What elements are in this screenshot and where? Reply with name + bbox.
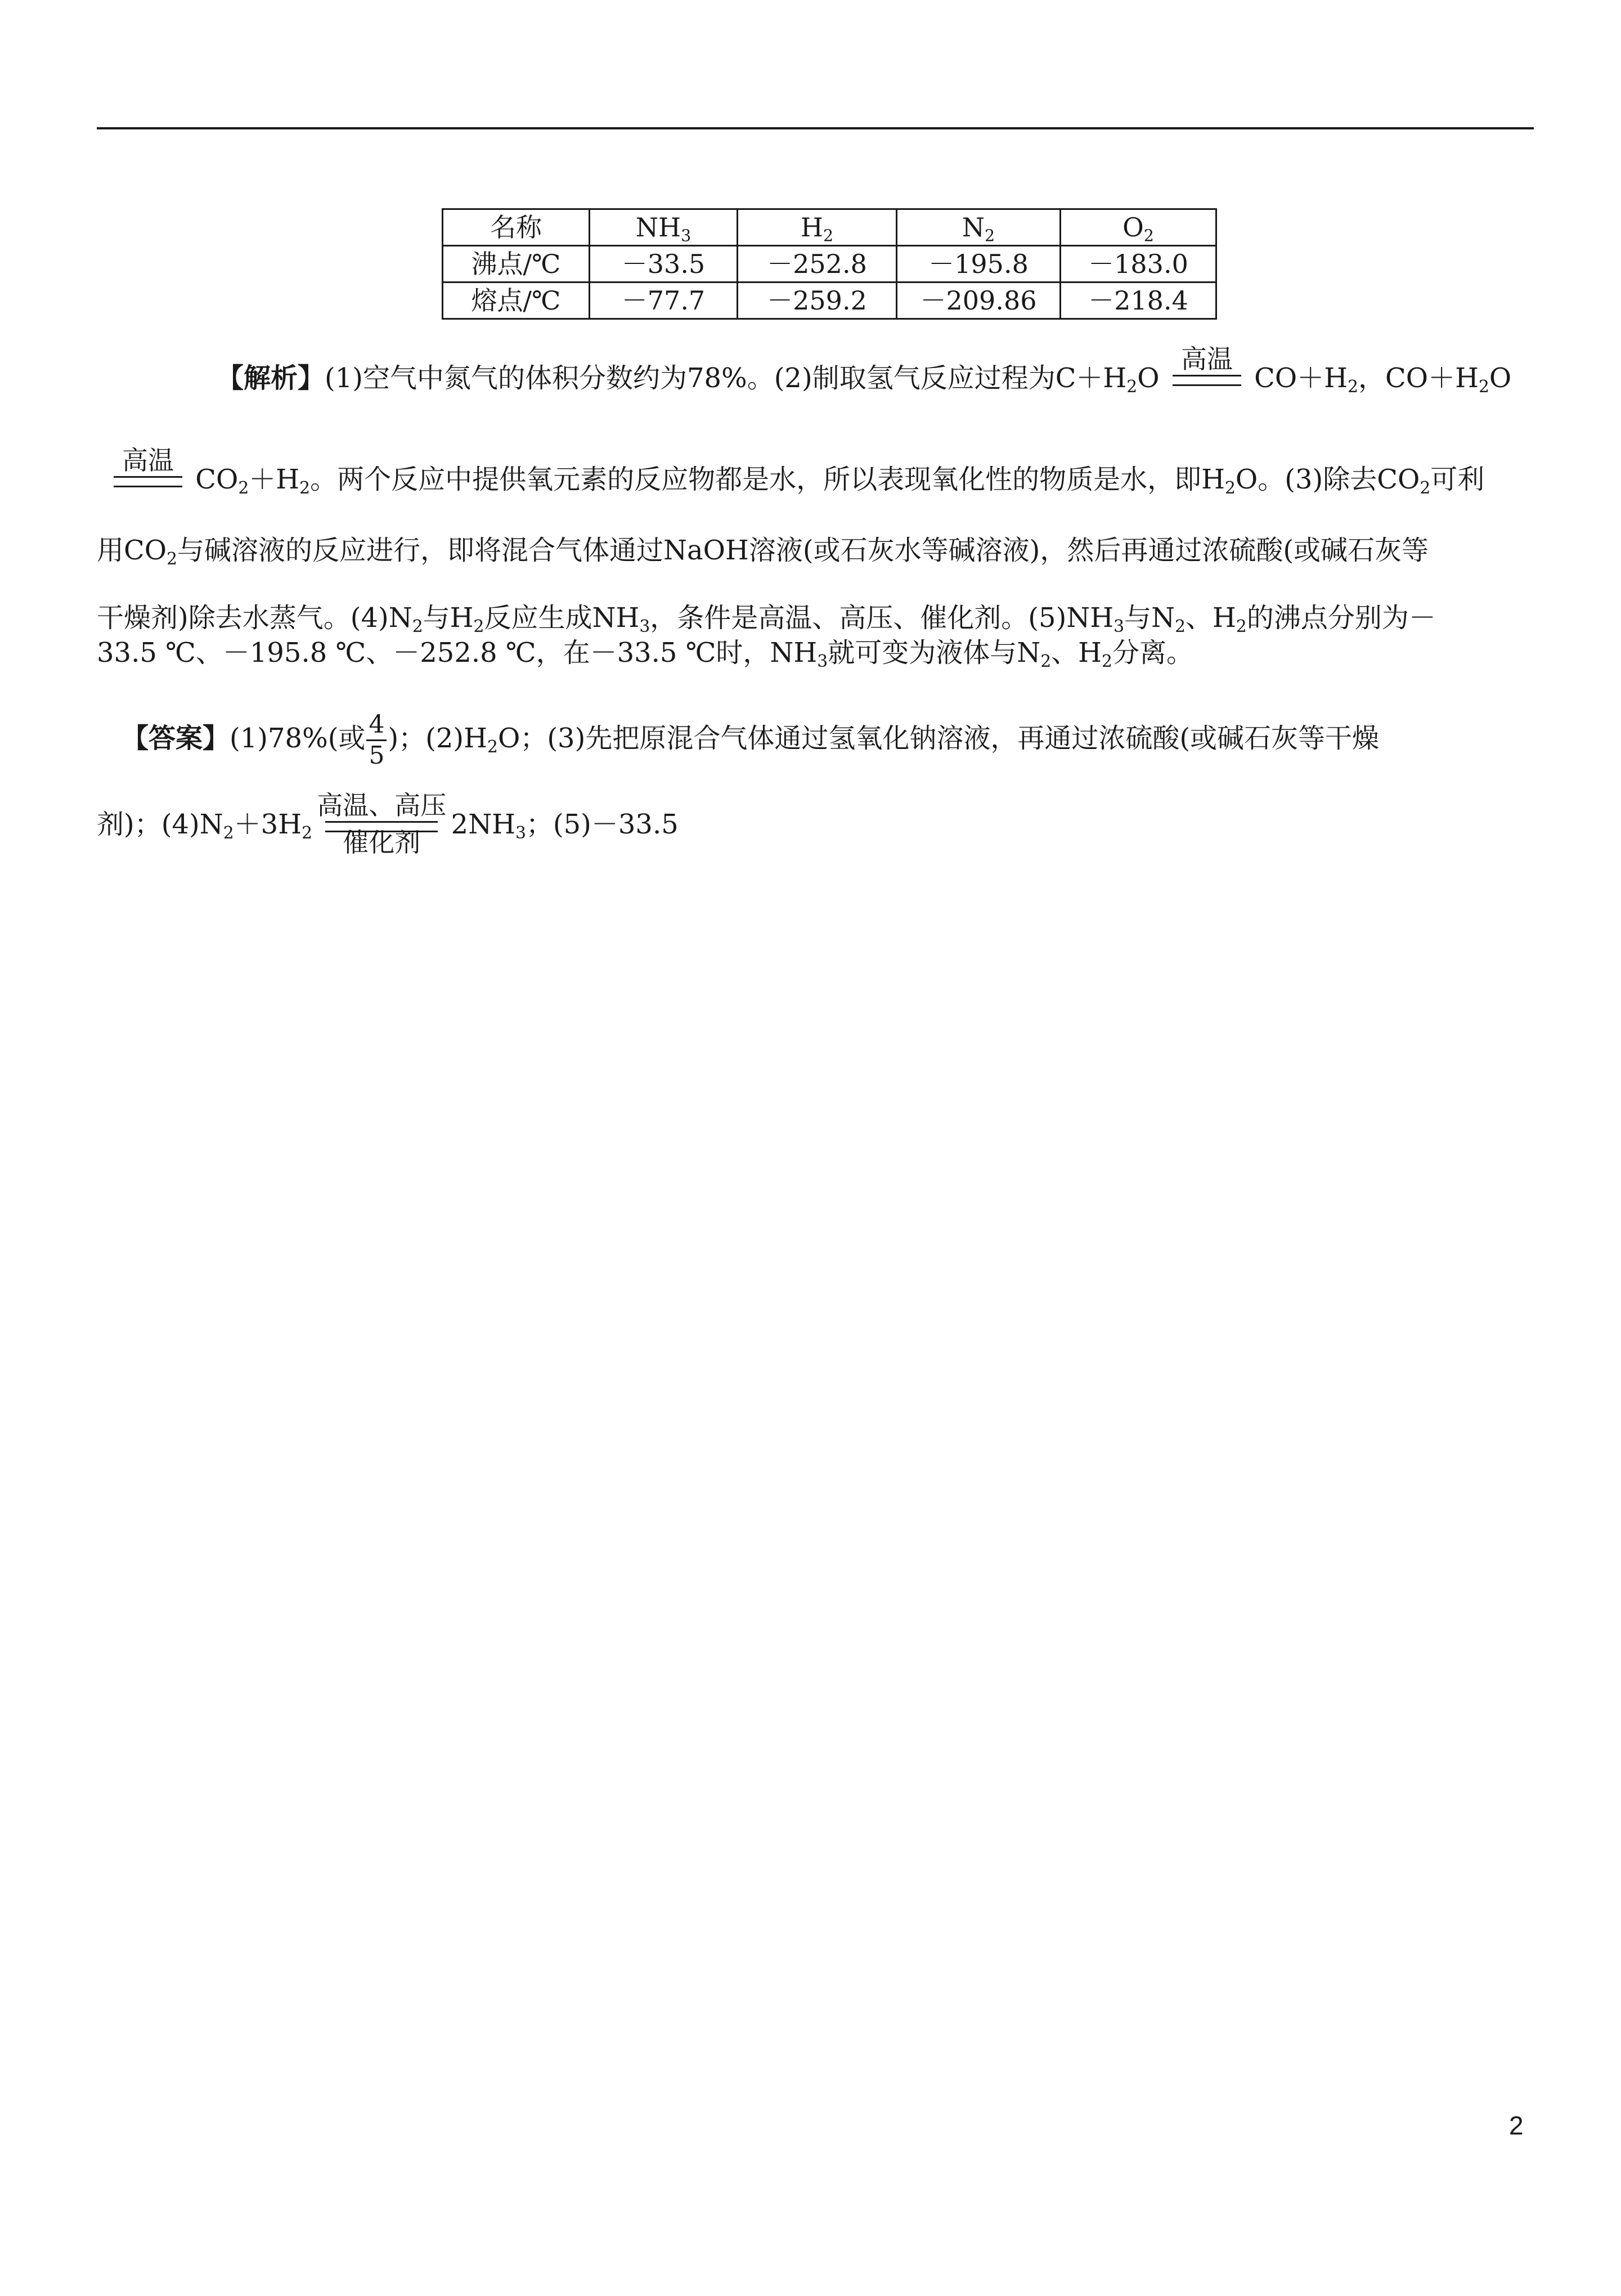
answer-line-2: 剂)；$(4)N_2+3H_2$ 高温、高压 催化剂 $2NH_3$；(5)－33.5 [97, 790, 679, 858]
table-header-o2: $O_2$ [1061, 209, 1216, 246]
table-cell: －77.7 [590, 282, 738, 319]
analysis-line-5: 33.5 ℃、－195.8 ℃、－252.8 ℃，在－33.5 ℃时，$NH_3$就可变为液体与$N_2$、$H_2$分离。 [97, 637, 1193, 671]
table-header-h2: $H_2$ [738, 209, 897, 246]
table-row-label: 熔点/℃ [443, 282, 590, 319]
properties-table [442, 208, 1217, 320]
reaction-condition-arrow: 高温、高压 催化剂 [317, 790, 447, 858]
table-cell: －195.8 [897, 246, 1061, 282]
table-row-label: 沸点/℃ [443, 246, 590, 282]
answer-tag: 【答案】 [122, 723, 230, 754]
table-cell: －252.8 [738, 246, 897, 282]
analysis-line-2: 高温 $CO_2+H_2$。两个反应中提供氧元素的反应物都是水，所以表现氧化性的物质是水，即$H_2O$。(3)除去$CO_2$可利 [97, 463, 1534, 496]
table-row [443, 246, 1216, 282]
header-rule [97, 127, 1534, 129]
reaction-condition-arrow: 高温 [1173, 375, 1241, 386]
table-cell: －209.86 [897, 282, 1061, 319]
fraction: $\frac{4}{5}$ [366, 710, 387, 770]
table-cell: －218.4 [1061, 282, 1216, 319]
page-number: 2 [1509, 2111, 1524, 2140]
analysis-tag: 【解析】 [217, 362, 325, 394]
answer-line-1: 【答案】(1)78%(或 $\frac{4}{5}$ )；$(2)H_2O$；(3)先把原混合气体通过氢氧化钠溶液，再通过浓硫酸(或碱石灰等干燥 [122, 710, 1380, 770]
table-header-name: 名称 [443, 209, 590, 246]
table-row [443, 282, 1216, 319]
analysis-line-4: 干燥剂)除去水蒸气。$(4)N_2$与$H_2$反应生成$NH_3$，条件是高温、高压、催化剂。$(5)NH_3$与$N_2$、$H_2$的沸点分别为－ [97, 602, 1436, 636]
table-cell: －33.5 [590, 246, 738, 282]
reaction-condition-arrow: 高温 [114, 476, 182, 487]
table-header-row [443, 209, 1216, 246]
table-cell: －183.0 [1061, 246, 1216, 282]
table-header-nh3: $NH_3$ [590, 209, 738, 246]
analysis-line-3: 用$CO_2$与碱溶液的反应进行，即将混合气体通过NaOH溶液(或石灰水等碱溶液)，然后再通过浓硫酸(或碱石灰等 [97, 535, 1429, 569]
table-cell: －259.2 [738, 282, 897, 319]
table-header-n2: $N_2$ [897, 209, 1061, 246]
analysis-line-1: 【解析】(1)空气中氮气的体积分数约为78%。(2)制取氢气反应过程为$C+H_2O$ 高温 $CO+H_2$，$CO+H_2O$ [217, 343, 1512, 397]
